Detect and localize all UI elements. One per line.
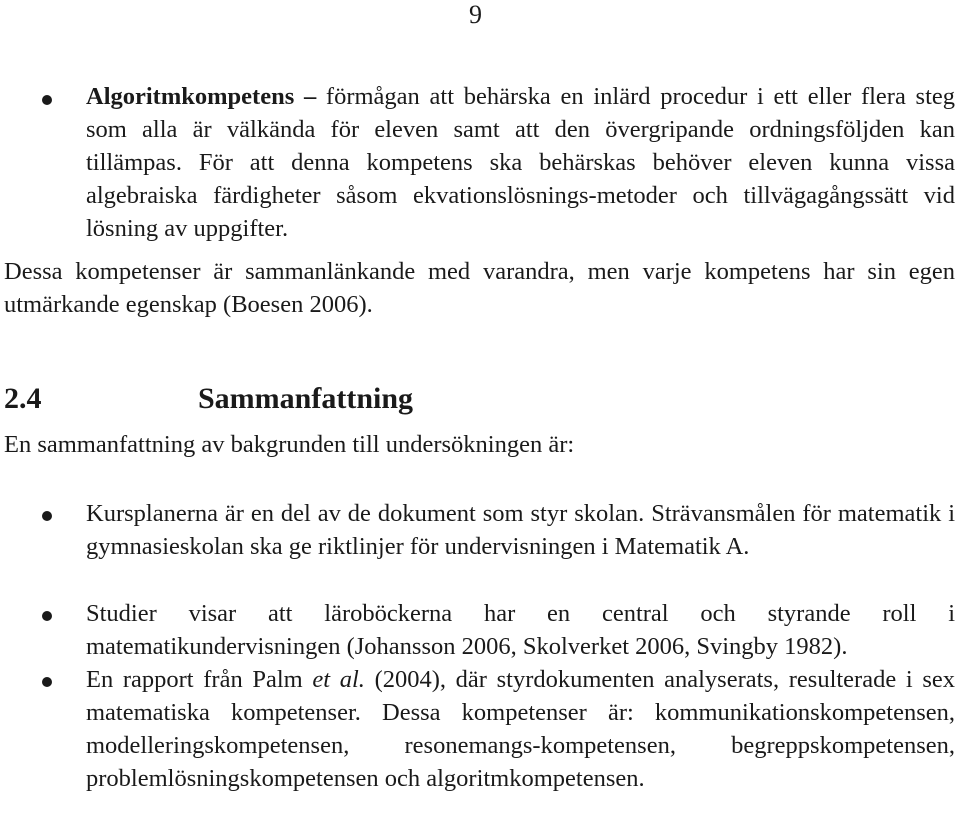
bullet-text: Kursplanerna är en del av de dokument som styr skolan. Strävansmålen för matematik i gymnasieskolan ska ge riktlinjer för undervisningen i Matematik A. (86, 500, 955, 560)
section-title: Sammanfattning (198, 382, 414, 415)
bullet-text (86, 80, 955, 245)
section-intro: En sammanfattning av bakgrunden till undersökningen är: (4, 431, 575, 458)
term-dash: – (303, 83, 317, 110)
bullet-icon (42, 611, 52, 621)
section-number: 2.4 (4, 382, 42, 415)
page-number: 9 (469, 0, 482, 29)
term-algoritmkompetens: Algoritmkompetens (86, 83, 295, 110)
bullet-text (86, 663, 955, 795)
bullet-text-italic: et al. (312, 666, 365, 693)
term-definition: förmågan att behärska en inlärd procedur i ett eller flera steg som alla är välkända för eleven samt att den övergripande ordningsföljden kan tillämpas. För att denna kompetens ska behärskas behöver eleven kunna vissa algebraiska färdigheter såsom ekvationslösnings-metoder och tillvägagångssätt vid lösning av uppgifter. (86, 83, 956, 242)
body-paragraph: Dessa kompetenser är sammanlänkande med varandra, men varje kompetens har sin egen utmärkande egenskap (Boesen 2006). (4, 258, 955, 318)
bullet-text-after: (2004), där styrdokumenten analyserats, resulterade i sex matematiska kompetenser. Dessa kompetenser är: kommunikationskompetensen, modelleringskompetensen, resonemangs-kompetensen, begreppskompetensen, problemlösningskompetensen och algoritmkompetensen. (86, 666, 955, 792)
bullet-icon (42, 511, 52, 521)
bullet-text-before: En rapport från Palm (86, 666, 303, 693)
bullet-icon (42, 677, 52, 687)
bullet-text: Studier visar att läroböckerna har en central och styrande roll i matematikundervisningen (Johansson 2006, Skolverket 2006, Svingby 1982). (86, 600, 955, 660)
bullet-icon (42, 95, 52, 105)
